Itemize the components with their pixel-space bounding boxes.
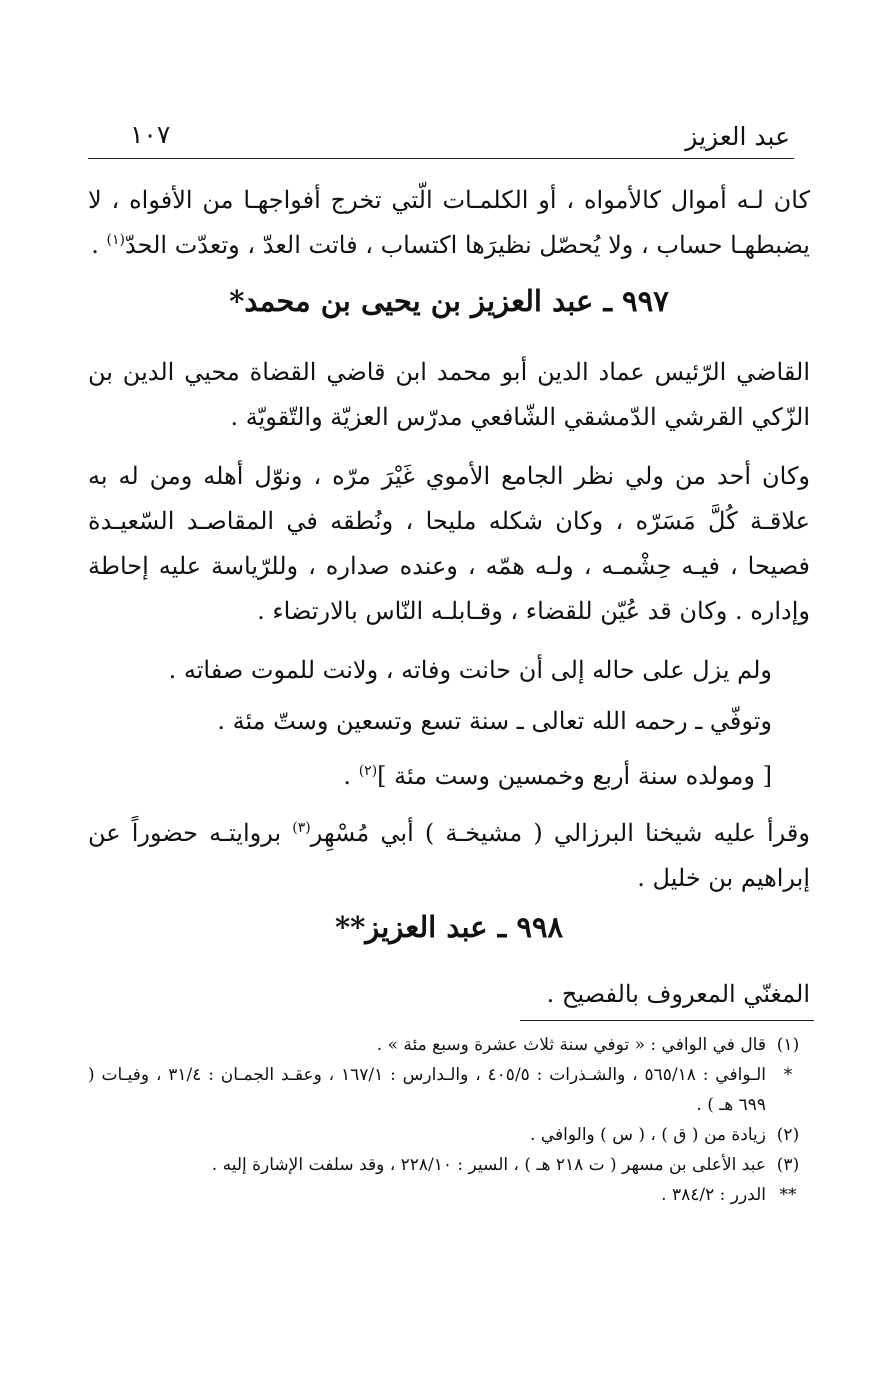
entry-997-para-2: وكان أحد من ولي نظر الجامع الأموي غَيْرَ مرّه ، ونوّل أهله ومن له به علاقـة كُلَّ مَسَرّه ، وكان شكله مليحا ، ونُطقه في المقاصـد السّعيـدة فصيحا ، فيـه حِشْمـه ، ولـه همّه ، وعنده صداره ، وللرّياسة عليه إحاطة وإداره . وكان قد عُيّن للقضاء ، وقـابلـه النّاس بالارتضاء . [88,462,810,625]
footnote-item [88,1180,810,1210]
entry-998-para-1: المغنّي المعروف بالفصيح . [546,980,810,1008]
footnote-mark: (٢) [776,1125,800,1145]
running-head: عبد العزيز [685,122,790,151]
page-number: ١٠٧ [130,120,171,149]
entry-997-para-5: [ ومولده سنة أربع وخمسين وست مئة ]$^{(٢)}$ . [343,762,772,790]
footnote-mark: (٣) [776,1155,800,1175]
entry-997-body [88,350,810,901]
intro-paragraph [88,178,810,268]
footnote-ref-2: (٢) [358,763,378,779]
entry-997-para-6: وقرأ عليه شيخنا البرزالي ( مشيخـة ) أبي مُسْهِر$^{(٣)}$ بروايتـه حضوراً عن إبراهيم بن خليل . [88,819,810,892]
intro-end: . [91,231,107,259]
page-header [88,118,794,159]
footnote-mark: (١) [776,1035,800,1055]
entry-997-para-4: وتوفّي ـ رحمه الله تعالى ـ سنة تسع وتسعين وستّ مئة . [217,707,772,735]
footnote-text: زيادة من ( ق ) ، ( س ) والوافي . [530,1125,766,1145]
footnote-item [88,1060,810,1120]
footnote-item [88,1150,810,1180]
footnote-text: قال في الوافي : « توفي سنة ثلاث عشرة وسبع مئة » . [376,1035,766,1055]
entry-998-body [88,972,810,1017]
entry-997-para-3: ولم يزل على حاله إلى أن حانت وفاته ، ولانت للموت صفاته . [168,656,772,684]
footnote-text: الدرر : ٣٨٤/٢ . [661,1185,766,1205]
footnotes [88,1030,810,1210]
footnote-mark: * [783,1065,793,1085]
footnote-text: عبد الأعلى بن مسهر ( ت ٢١٨ هـ ) ، السير : ٢٢٨/١٠ ، وقد سلفت الإشارة إليه . [211,1155,766,1175]
footnote-ref-1: (١) [106,232,126,248]
footnote-item [88,1030,810,1060]
footnote-text: الـوافي : ٥٦٥/١٨ ، والشـذرات : ٤٠٥/٥ ، والـدارس : ١٦٧/١ ، وعقـد الجمـان : ٣١/٤ ، وفيـات ( ٦٩٩ هـ ) . [88,1065,766,1115]
footnote-mark: ** [779,1185,797,1205]
intro-text: كان لـه أموال كالأمواه ، أو الكلمـات الّتي تخرج أفواجهـا من الأفواه ، لا يضبطهـا حساب ، ولا يُحصّل نظيرَها اكتساب ، فاتت العدّ ، وتعدّت الحدّ [88,186,810,259]
footnote-ref-3: (٣) [292,820,311,836]
entry-997-heading: ٩٩٧ ـ عبد العزيز بن يحيى بن محمد* [229,284,669,318]
entry-997-para-1: القاضي الرّئيس عماد الدين أبو محمد ابن قاضي القضاة محيي الدين بن الزّكي القرشي الدّمشقي الشّافعي مدرّس العزيّة والتّقويّة . [88,358,810,431]
entry-998-heading: ٩٩٨ ـ عبد العزيز** [334,910,564,944]
footnote-item [88,1120,810,1150]
footnote-divider [520,1020,814,1021]
birth-note: [ ومولده سنة أربع وخمسين وست مئة ] [377,762,772,790]
